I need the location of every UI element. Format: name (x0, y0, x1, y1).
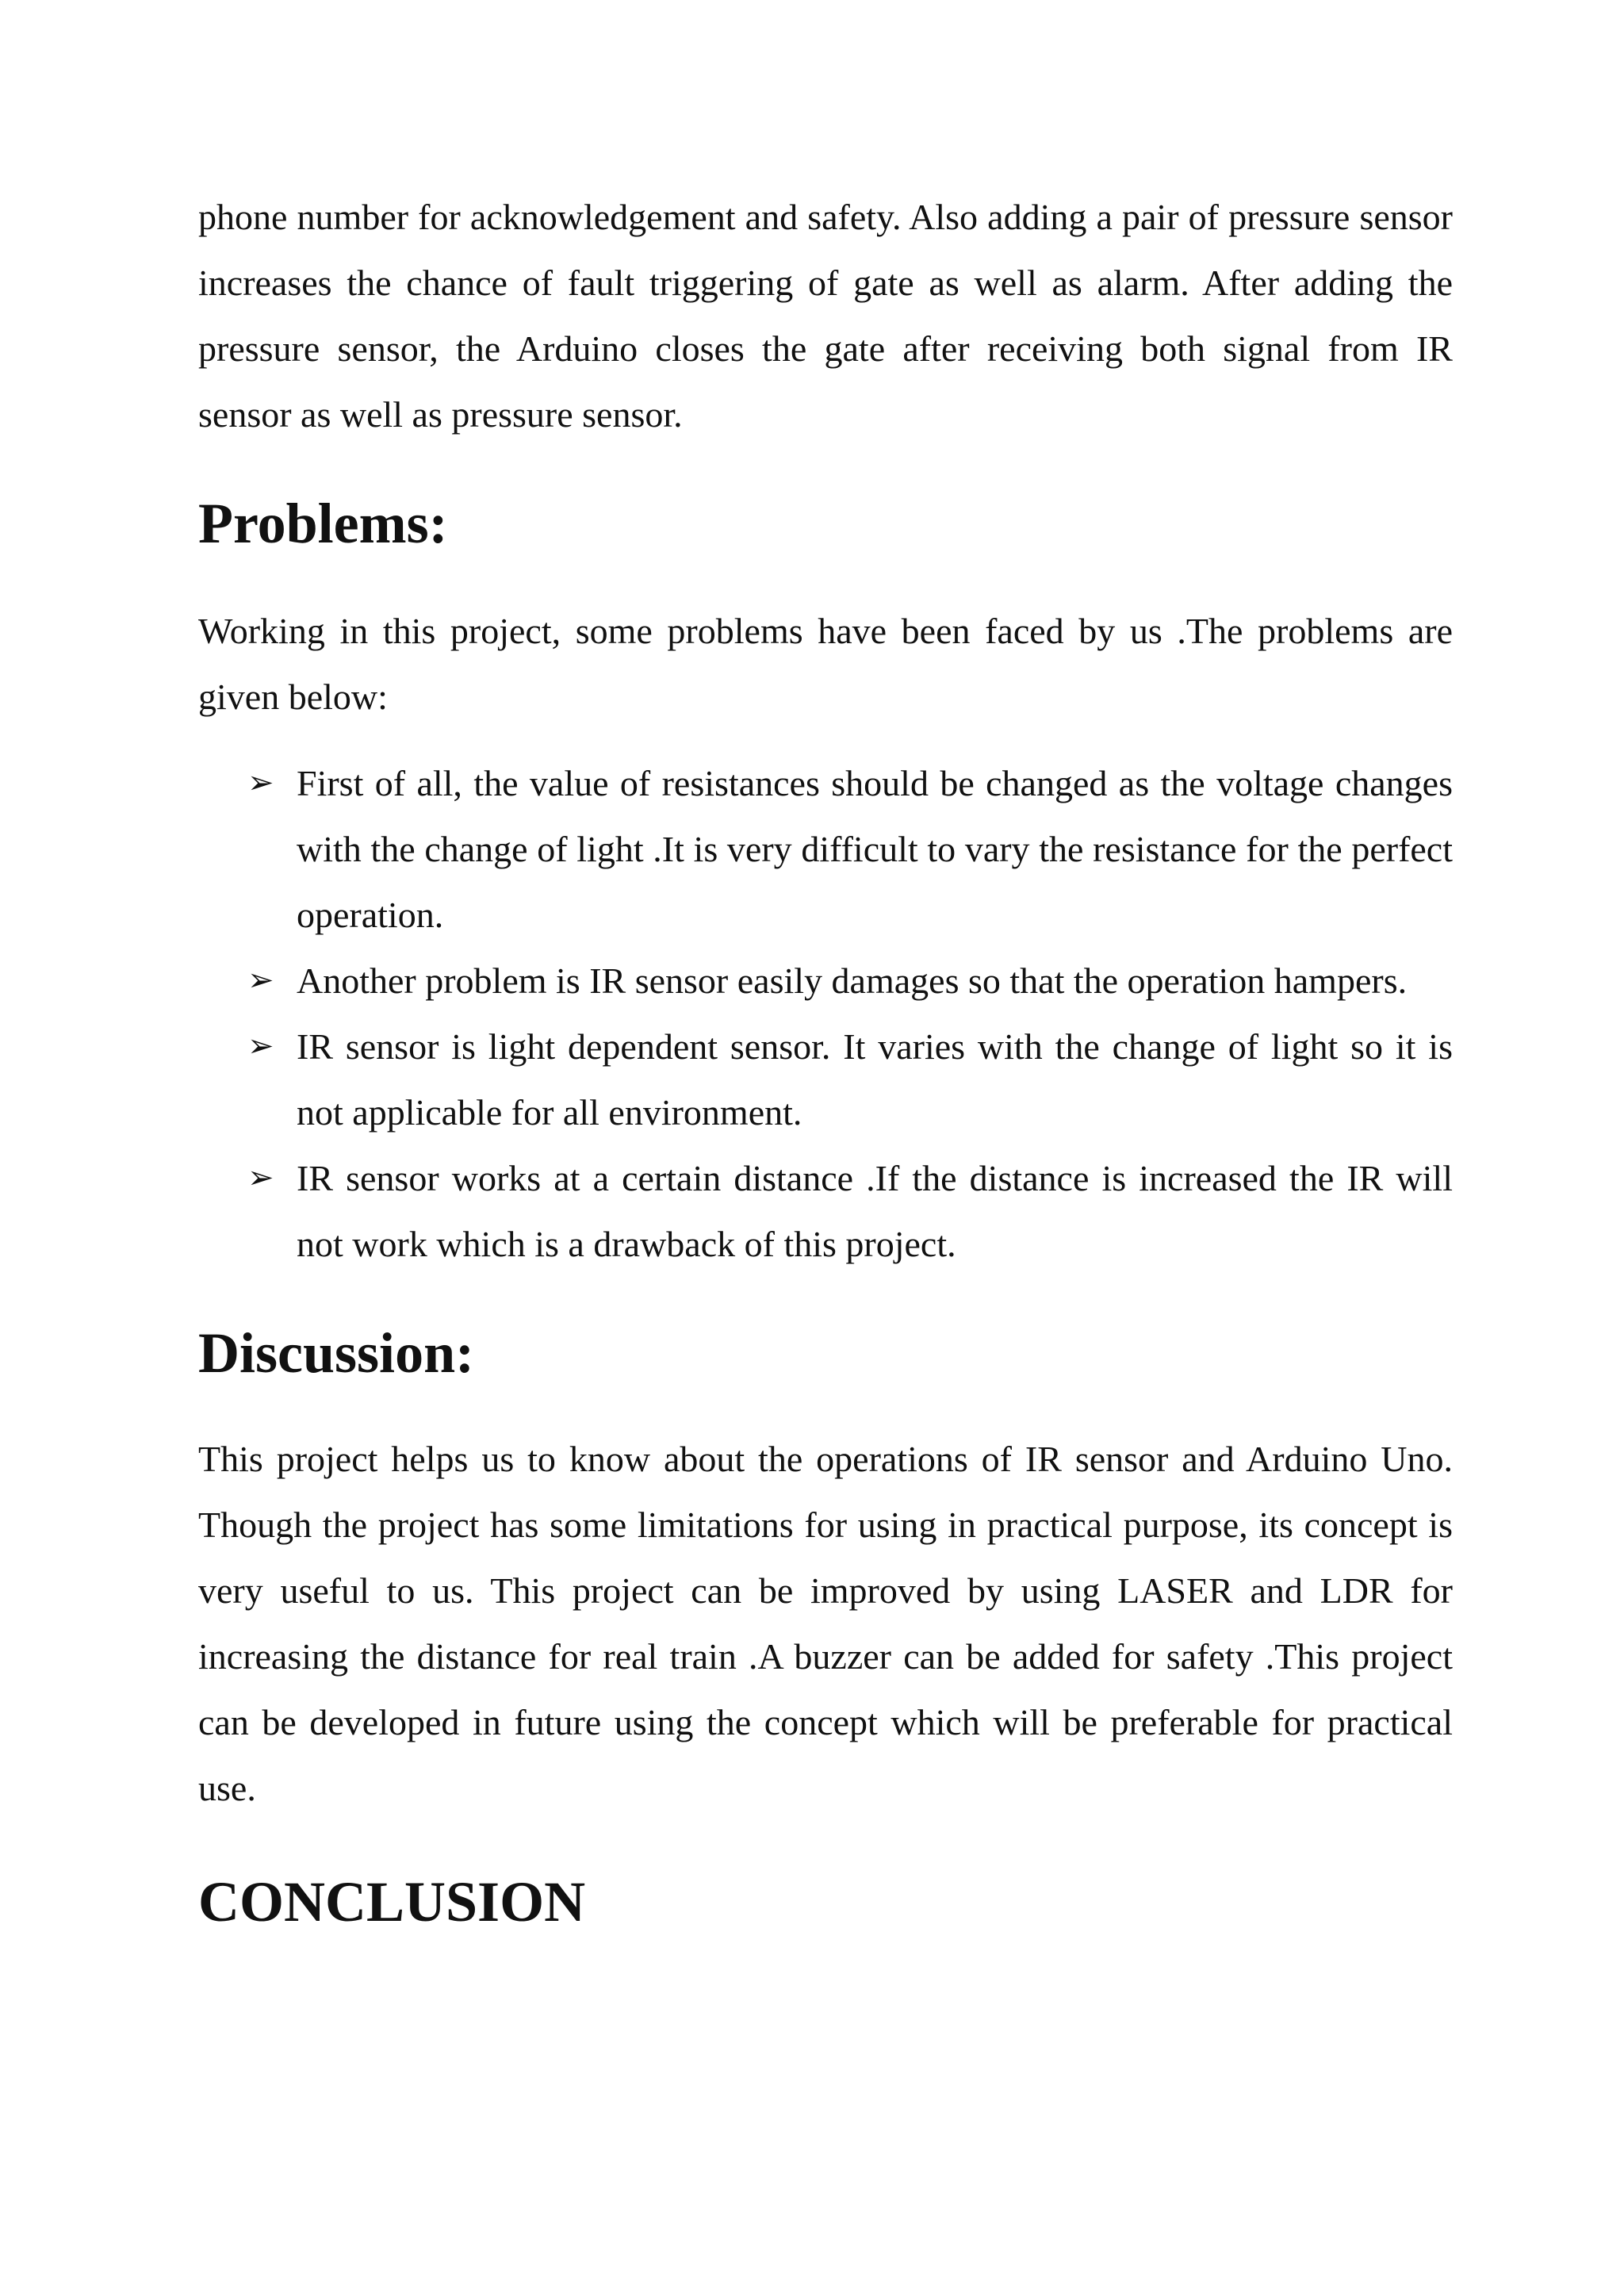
list-item (198, 1014, 1453, 1145)
conclusion-heading: CONCLUSION (198, 1870, 586, 1934)
list-item (198, 1145, 1453, 1277)
page-content (198, 184, 1453, 1934)
arrowhead-bullet-icon: ➢ (247, 1159, 274, 1196)
arrowhead-bullet-icon: ➢ (247, 962, 274, 999)
intro-paragraph: phone number for acknowledgement and safety. Also adding a pair of pressure sensor increases the chance of fault triggering of gate as well as alarm. After adding the pressure sensor, the Arduino closes the gate after receiving both signal from IR sensor as well as pressure sensor. (198, 197, 1453, 435)
discussion-paragraph: This project helps us to know about the operations of IR sensor and Arduino Uno. Though the project has some limitations for using in practical purpose, its concept is very useful to us. This project can be improved by using LASER and LDR for increasing the distance for real train .A buzzer can be added for safety .This project can be developed in future using the concept which will be preferable for practical use. (198, 1439, 1453, 1808)
arrowhead-bullet-icon: ➢ (247, 765, 274, 801)
arrowhead-bullet-icon: ➢ (247, 1028, 274, 1064)
problems-list (198, 750, 1453, 1277)
discussion-heading: Discussion: (198, 1321, 475, 1385)
list-item (198, 750, 1453, 948)
list-item (198, 948, 1453, 1014)
problems-intro-paragraph: Working in this project, some problems have been faced by us .The problems are given below: (198, 611, 1453, 717)
problem-item-text: First of all, the value of resistances should be changed as the voltage changes with the change of light .It is very difficult to vary the resistance for the perfect operation. (297, 763, 1453, 935)
problem-item-text: IR sensor works at a certain distance .If the distance is increased the IR will not work which is a drawback of this project. (297, 1158, 1453, 1264)
problem-item-text: IR sensor is light dependent sensor. It varies with the change of light so it is not applicable for all environment. (297, 1026, 1453, 1133)
problems-heading: Problems: (198, 492, 448, 555)
problem-item-text: Another problem is IR sensor easily damages so that the operation hampers. (297, 960, 1408, 1001)
